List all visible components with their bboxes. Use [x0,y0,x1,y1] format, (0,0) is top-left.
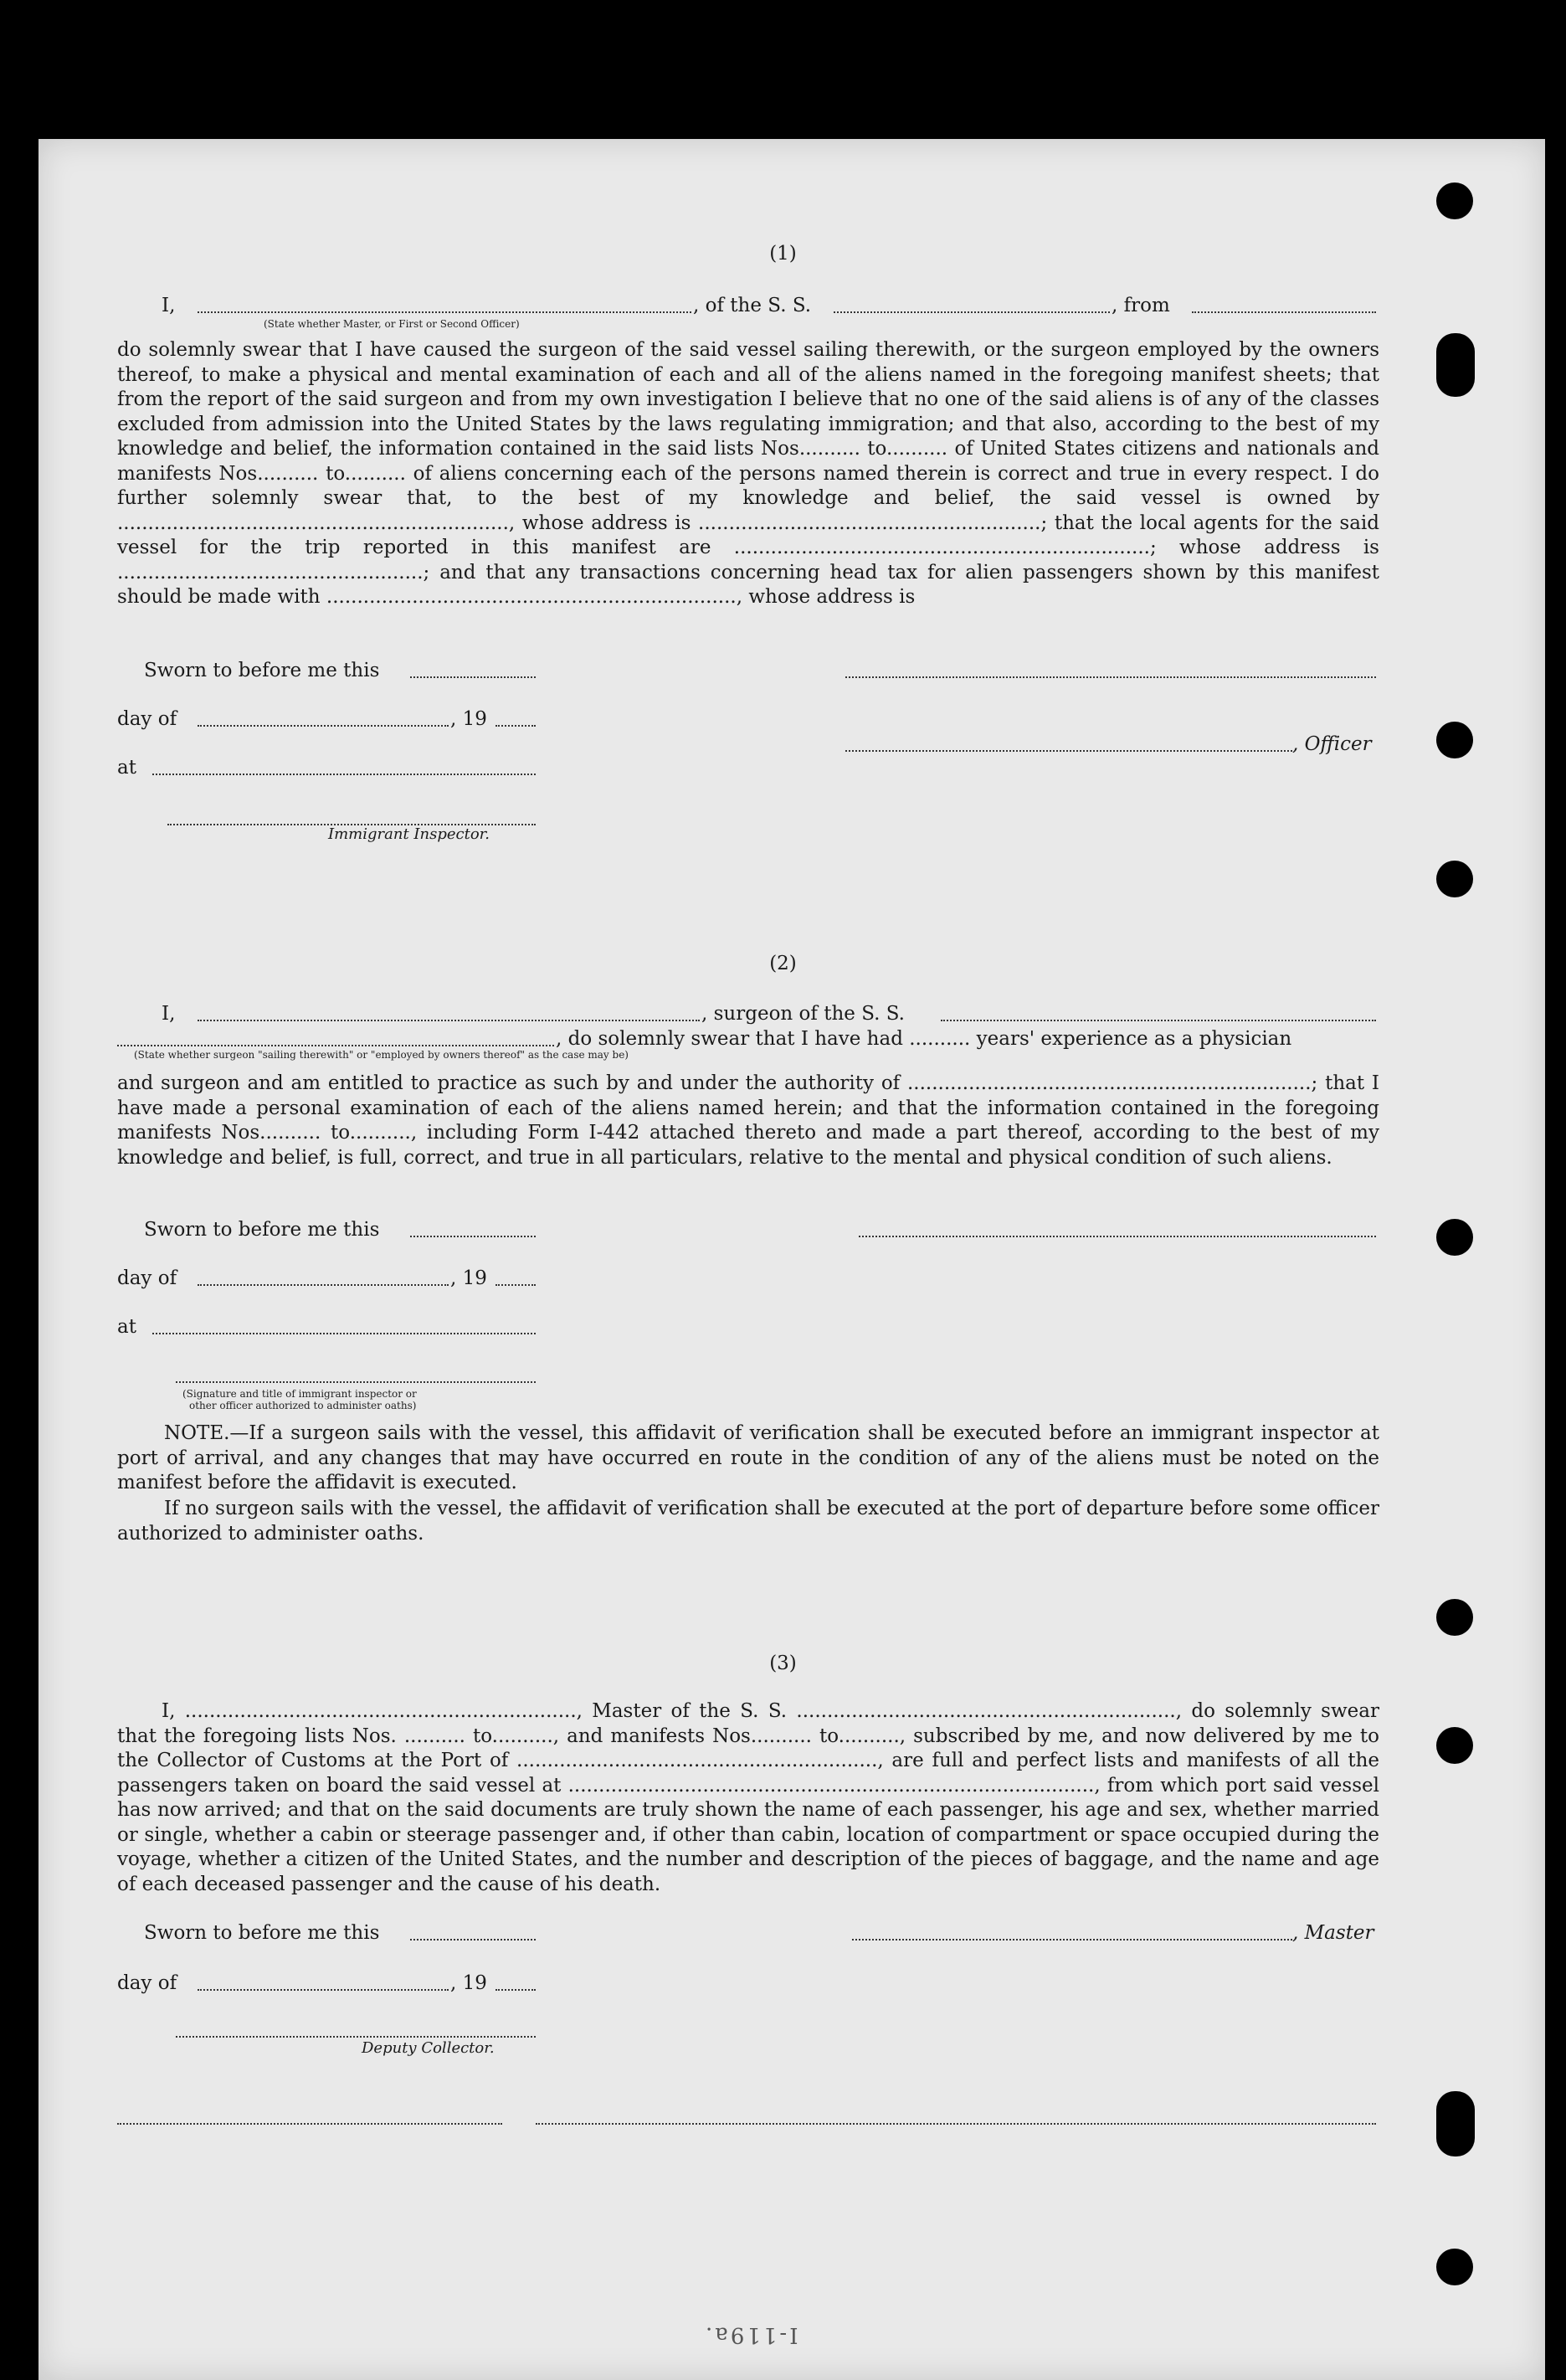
section3-master: , Master [1292,1922,1374,1944]
section1-number: (1) [769,243,797,265]
punch-hole [1436,2091,1475,2156]
section2-sworn-blank [410,1236,536,1237]
punch-hole [1436,182,1473,219]
punch-hole [1436,1727,1473,1764]
section1-inspector: Immigrant Inspector. [328,825,490,843]
section1-body: do solemnly swear that I have caused the surgeon of the said vessel sailing therewith, or the surgeon employed by the owners thereof, to make a physical and mental examination of each and all of the aliens named in the foregoing manifest sheets; that from the report of the said surgeon and from my own investigation I believe that no one of the said aliens is of any of the classes excluded from admission into the United States by the laws regulating immigration; and that also, according to the best of my knowledge and belief, the information contained in the said lists Nos.......... to.......... of United States citizens and nationals and manifests Nos.......... to.......... of aliens concerning each of the persons named therein is correct and true in every respect. I do further solemnly swear that, to the best of my knowledge and belief, the said vessel is owned by ................................................................, whose address is ........................................................; that the local agents for the said vessel for the trip reported in this manifest are ....................................................................; whose address is ..................................................; and that any transactions concerning head tax for alien passengers shown by this manifest should be made with ..................................................................., whose address is [117,339,1379,608]
section2-ship-blank [941,1020,1376,1021]
section1-name-blank [198,311,691,313]
punch-hole [1436,333,1475,397]
section3-master-blank [852,1939,1292,1940]
section1-day-blank [198,725,449,727]
section2-surgeon-of: , surgeon of the S. S. [701,1003,905,1025]
section2-at-blank [152,1333,536,1334]
section1-day-of: day of [117,708,177,730]
section3-day-of: day of [117,1972,177,1994]
section2-caption-sig-2: other officer authorized to administer oaths) [189,1400,417,1411]
footer-rule-left [117,2123,502,2125]
section1-line-i: I, [162,295,176,316]
section2-day-of: day of [117,1267,177,1289]
section2-line-i: I, [162,1003,176,1025]
section1-signature-blank [845,676,1376,678]
section1-year-blank [495,725,536,727]
section2-line2: , do solemnly swear that I have had .......... years' experience as a physician [556,1028,1292,1050]
section1-at: at [117,757,136,779]
section3-number: (3) [769,1653,797,1674]
section3-day-blank [198,1989,449,1991]
section3-year-blank [495,1989,536,1991]
section2-line2-blank [117,1045,554,1046]
form-number-mark: I-119a. [703,2322,798,2347]
section2-year-blank [495,1284,536,1286]
footer-rule-right [536,2123,1376,2125]
section1-at-blank [152,774,536,775]
section3-year: , 19 [450,1972,487,1994]
section2-caption: (State whether surgeon "sailing therewith" or "employed by owners thereof" as the case may be) [134,1049,629,1061]
section2-year: , 19 [450,1267,487,1289]
section1-caption: (State whether Master, or First or Second Officer) [264,318,520,330]
section2-sworn: Sworn to before me this [144,1219,380,1241]
punch-hole [1436,2249,1473,2285]
section1-from-blank [1192,311,1376,313]
section1-officer-blank [845,750,1292,752]
section1-year: , 19 [450,708,487,730]
section2-at: at [117,1316,136,1338]
section1-ship-blank [834,311,1110,313]
punch-hole [1436,722,1473,758]
section2-day-blank [198,1284,449,1286]
punch-hole [1436,1219,1473,1256]
section1-from: , from [1112,295,1170,316]
section2-signature-blank [859,1236,1376,1237]
section2-number: (2) [769,953,797,974]
section2-note-1: NOTE.—If a surgeon sails with the vessel, this affidavit of verification shall be executed before an immigrant inspector at port of arrival, and any changes that may have occurred en route in the condition of any of the aliens must be noted on the manifest before the affidavit is executed. [117,1422,1379,1493]
section1-sworn: Sworn to before me this [144,660,380,681]
section3-deputy: Deputy Collector. [362,2039,495,2057]
punch-hole [1436,861,1473,897]
section2-name-blank [198,1020,700,1021]
section3-body: I, ................................................................, Master of the S. S. .............................................................., do solemnly swear that the foregoing lists Nos. .......... to.........., and manifests Nos.......... to.........., subscribed by me, and now delivered by me to the Collector of Customs at the Port of ..........................................................., are full and perfect lists and manifests of all the passengers taken on board the said vessel at ......................................................................................, from which port said vessel has now arrived; and that on the said documents are truly shown the name of each passenger, his age and sex, whether married or single, whether a cabin or steerage passenger and, if other than cabin, location of compartment or space occupied during the voyage, whether a citizen of the United States, and the number and description of the pieces of baggage, and the name and age of each deceased passenger and the cause of his death. [117,1700,1379,1895]
section2-caption-sig-1: (Signature and title of immigrant inspector or [182,1388,417,1400]
section1-sworn-blank [410,676,536,678]
section3-deputy-blank [176,2036,536,2038]
section2-body: and surgeon and am entitled to practice as such by and under the authority of ..................................................................; that I have made a personal examination of each of the aliens named herein; and that the information contained in the foregoing manifests Nos.......... to.........., including Form I-442 attached thereto and made a part thereof, according to the best of my knowledge and belief, is full, correct, and true in all particulars, relative to the mental and physical condition of such aliens. [117,1072,1379,1169]
punch-hole [1436,1599,1473,1636]
section1-officer: , Officer [1292,733,1372,755]
section3-sworn-blank [410,1939,536,1940]
section2-note-2: If no surgeon sails with the vessel, the affidavit of verification shall be executed at the port of departure before some officer authorized to administer oaths. [117,1498,1379,1545]
section1-of-the-ss: , of the S. S. [693,295,812,316]
section2-inspector-blank [176,1381,536,1383]
section3-sworn: Sworn to before me this [144,1922,380,1944]
